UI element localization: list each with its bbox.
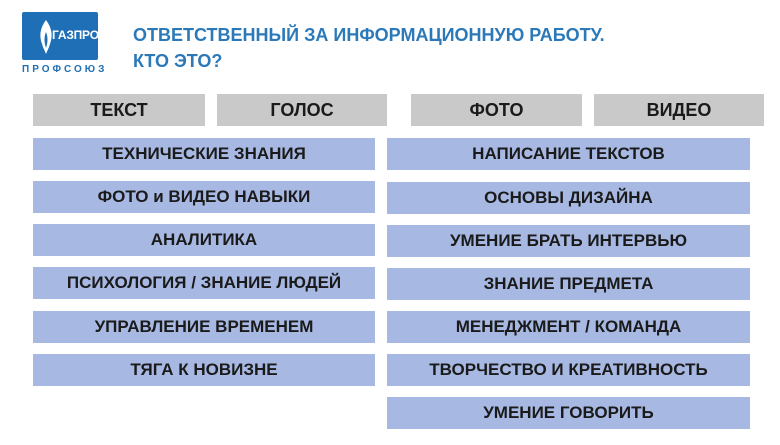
title-line-2: КТО ЭТО? (133, 51, 223, 71)
logo-word: ГАЗПРОМ (52, 28, 109, 42)
left-skill-technical: ТЕХНИЧЕСКИЕ ЗНАНИЯ (33, 138, 375, 170)
right-skill-creativity: ТВОРЧЕСТВО И КРЕАТИВНОСТЬ (387, 354, 750, 386)
left-skill-psychology: ПСИХОЛОГИЯ / ЗНАНИЕ ЛЮДЕЙ (33, 267, 375, 299)
left-skill-analytics: АНАЛИТИКА (33, 224, 375, 256)
right-skill-management: МЕНЕДЖМЕНТ / КОМАНДА (387, 311, 750, 343)
slide-title (133, 22, 605, 74)
header-voice: ГОЛОС (217, 94, 387, 126)
title-line-1: ОТВЕТСТВЕННЫЙ ЗА ИНФОРМАЦИОННУЮ РАБОТУ. (133, 25, 605, 45)
left-skill-time-management: УПРАВЛЕНИЕ ВРЕМЕНЕМ (33, 311, 375, 343)
header-video: ВИДЕО (594, 94, 764, 126)
right-skill-speaking: УМЕНИЕ ГОВОРИТЬ (387, 397, 750, 429)
header-text: ТЕКСТ (33, 94, 205, 126)
gazprom-profsoyuz-logo (12, 10, 109, 80)
right-skill-interview: УМЕНИЕ БРАТЬ ИНТЕРВЬЮ (387, 225, 750, 257)
left-skill-novelty: ТЯГА К НОВИЗНЕ (33, 354, 375, 386)
header-photo: ФОТО (411, 94, 582, 126)
right-skill-subject: ЗНАНИЕ ПРЕДМЕТА (387, 268, 750, 300)
logo-box (22, 12, 109, 60)
right-skill-design: ОСНОВЫ ДИЗАЙНА (387, 182, 750, 214)
logo-subtitle: ПРОФСОЮЗ (22, 64, 108, 75)
right-skill-writing: НАПИСАНИЕ ТЕКСТОВ (387, 138, 750, 170)
left-skill-photo-video: ФОТО и ВИДЕО НАВЫКИ (33, 181, 375, 213)
